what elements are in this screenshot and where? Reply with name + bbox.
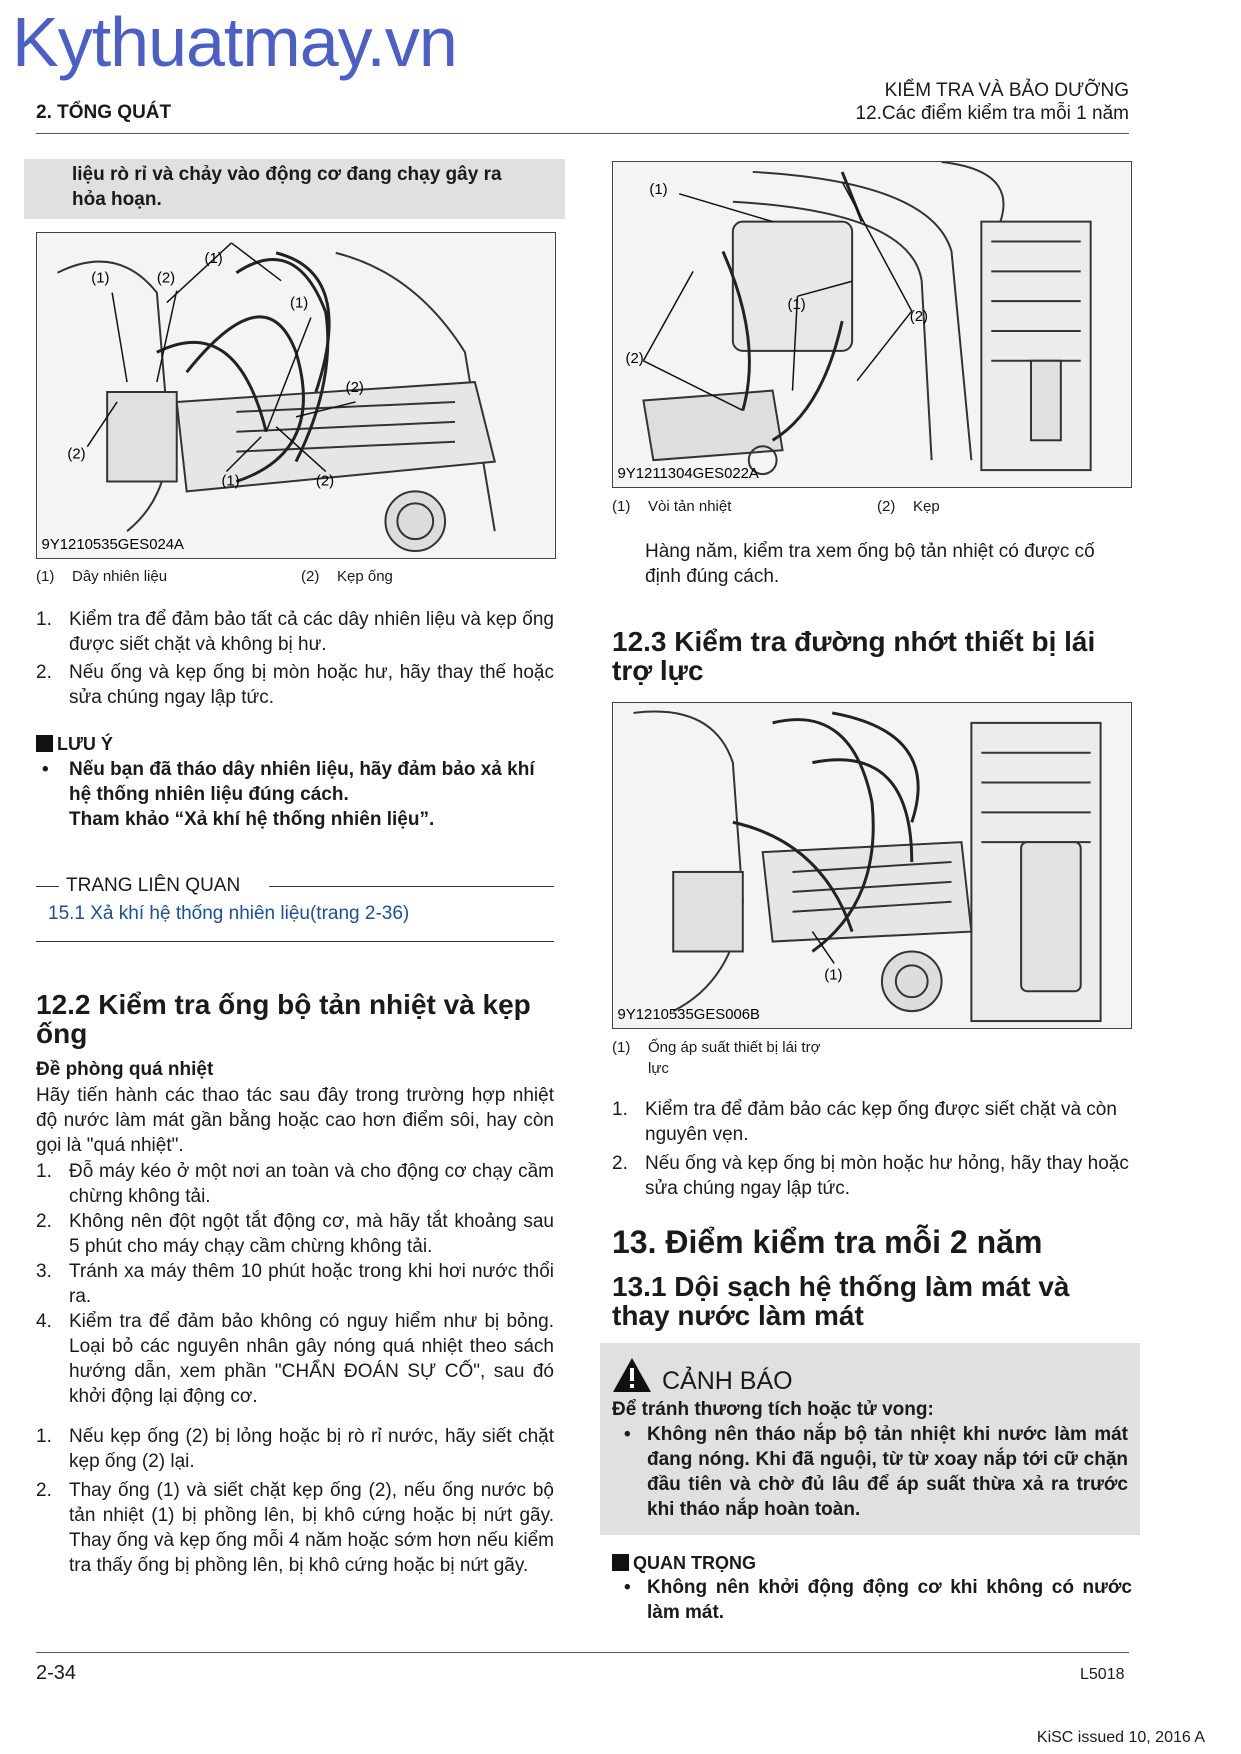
important-bullet: • [624,1577,631,1598]
overheat-step: 3. Tránh xa máy thêm 10 phút hoặc trong khi hơi nước thổi ra. [36,1261,554,1307]
steering-steps [612,1097,1132,1201]
fig1-caption-2: Kẹp ống [337,568,393,585]
fig1-callout-b: (1) [91,270,110,287]
fig1-callout-d: (1) [221,473,240,490]
related-rule-left [36,886,59,887]
section-12-2-subtitle: Đề phòng quá nhiệt [36,1059,214,1080]
overheat-step: 1. Đỗ máy kéo ở một nơi an toàn và cho động cơ chạy cầm chừng không tải. [36,1161,554,1207]
fig1-caption-1: Dây nhiên liệu [72,568,168,585]
fig1-caption-1-num: (1) [36,568,55,585]
fuel-line-figure [36,232,556,559]
fig1-callout-e: (2) [156,270,176,287]
section-13-title: 13. Điểm kiểm tra mỗi 2 năm [612,1224,1043,1260]
fig1-callout-c: (1) [290,295,309,312]
footer-rule [36,1652,1129,1653]
section-label: 2. TỔNG QUÁT [36,102,172,123]
warning-tail-line-2: hỏa hoạn. [72,189,162,210]
section-12-2-title: 12.2 Kiểm tra ống bộ tản nhiệt và kẹp ống [36,989,531,1049]
fig2-callout-d: (2) [625,350,644,367]
warning-triangle-icon [612,1357,652,1393]
fuel-line-drawing [37,233,555,558]
fig2-caption-1-num: (1) [612,498,631,515]
fig3-code: 9Y1210535GES006B [617,1007,760,1024]
note-body [36,757,554,832]
important-item [612,1575,1132,1625]
fuel-step: 1. Kiểm tra để đảm bảo tất cả các dây nhiên liệu và kẹp ống được siết chặt và không bị hư. [36,609,554,655]
related-link[interactable]: 15.1 Xả khí hệ thống nhiên liệu(trang 2-36) [48,903,410,924]
fig2-callout-c: (2) [909,309,928,326]
fig2-code: 9Y1211304GES022A [617,466,759,483]
fig1-code: 9Y1210535GES024A [41,537,184,554]
fig1-callout-h: (2) [315,473,335,490]
note-line-2: Tham khảo “Xả khí hệ thống nhiên liệu”. [69,809,435,830]
important-body [612,1575,1132,1625]
overheat-step: 4. Kiểm tra để đảm bảo không có nguy hiểm như bị bỏng. Loại bỏ các nguyên nhân gây nóng quá nhiệt theo sách hướng dẫn, xem phần "CHẨN ĐOÁN SỰ CỐ", sau đó khởi động lại động cơ. [36,1311,554,1407]
steering-step: 2. Nếu ống và kẹp ống bị mòn hoặc hư hỏng, hãy thay hoặc sửa chúng ngay lập tức. [612,1153,1129,1199]
note-bullet: • [42,759,49,780]
fig3-caption-1-num: (1) [612,1039,631,1056]
fig1-callout-f: (2) [345,380,364,397]
fuel-step: 2. Nếu ống và kẹp ống bị mòn hoặc hư, hãy thay thế hoặc sửa chúng ngay lập tức. [36,662,554,708]
related-rule-bottom [36,941,554,942]
related-title: TRANG LIÊN QUAN [66,875,241,896]
model-code: L5018 [1080,1666,1125,1683]
section-12-3-title: 12.3 Kiểm tra đường nhớt thiết bị lái trợ lực [612,626,1096,686]
hose-steps [36,1424,554,1578]
section-12-2-intro: Hãy tiến hành các thao tác sau đây trong trường hợp nhiệt độ nước làm mát gần bằng hoặc cao hơn điểm sôi, hay còn gọi là "quá nhiệt". [36,1085,554,1156]
hose-step: 2. Thay ống (1) và siết chặt kẹp ống (2), nếu ống nước bộ tản nhiệt (1) bị phồng lên, bị khô cứng hoặc bị nứt gãy. Thay ống và kẹp ống mỗi 4 năm hoặc sớm hơn nếu kiểm tra thấy ống bị phồng lên, bị khô cứng hoặc bị nứt gãy. [36,1480,554,1576]
issue-info: KiSC issued 10, 2016 A [1036,1729,1205,1746]
subchapter-title: 12.Các điểm kiểm tra mỗi 1 năm [855,103,1129,124]
fig3-callout-a: (1) [824,967,843,984]
warning-item-line [612,1422,1128,1522]
note-line-1: Nếu bạn đã tháo dây nhiên liệu, hãy đảm bảo xả khí hệ thống nhiên liệu đúng cách. [69,759,535,805]
note-title: LƯU Ý [36,732,113,757]
hose-step: 1. Nếu kẹp ống (2) bị lỏng hoặc bị rò rỉ nước, hãy siết chặt kẹp ống (2) lại. [36,1426,554,1472]
related-rule-right [269,886,554,887]
chapter-title: KIỂM TRA VÀ BẢO DƯỠNG [884,80,1129,101]
section-13-1-title: 13.1 Dội sạch hệ thống làm mát và thay nước làm mát [612,1271,1070,1331]
important-title: QUAN TRỌNG [612,1551,756,1576]
overheat-steps [36,1159,554,1409]
fig1-callout-g: (2) [67,446,86,463]
warning-subtitle: Để tránh thương tích hoặc tử vong: [612,1399,934,1420]
annual-check-text: Hàng năm, kiểm tra xem ống bộ tản nhiệt có được cố định đúng cách. [645,541,1095,587]
fig1-callout-a: (1) [204,250,223,267]
radiator-hose-figure [612,161,1132,488]
fig2-caption-2-num: (2) [877,498,896,515]
fig1-caption-2-num: (2) [301,568,320,585]
fig2-callout-a: (1) [649,181,668,198]
radiator-hose-drawing [613,162,1131,487]
fuel-steps [36,607,554,710]
chapter-heading [856,79,1130,125]
note-square-icon [36,735,53,752]
fig2-callout-b: (1) [787,297,806,314]
warning-title: CẢNH BÁO [662,1367,793,1395]
warning-bullet: • [624,1424,631,1445]
page-number: 2-34 [36,1662,77,1684]
site-watermark: Kythuatmay.vn [12,3,457,81]
steering-step: 1. Kiểm tra để đảm bảo các kẹp ống được siết chặt và còn nguyên vẹn. [612,1099,1117,1145]
power-steering-figure [612,702,1132,1029]
warning-text: Không nên tháo nắp bộ tản nhiệt khi nước làm mát đang nóng. Khi đã nguội, từ từ xoay nắp tới cữ chặn đầu tiên và chờ đủ lâu để áp suất thừa xả ra trước khi tháo nắp hoàn toàn. [647,1424,1128,1520]
overheat-step: 2. Không nên đột ngột tắt động cơ, mà hãy tắt khoảng sau 5 phút cho máy chạy cầm chừng không tải. [36,1211,554,1257]
warning-tail-line-1: liệu rò rỉ và chảy vào động cơ đang chạy gây ra [72,164,502,185]
fig2-caption-2: Kẹp [913,498,940,515]
important-text: Không nên khởi động động cơ khi không có nước làm mát. [647,1577,1132,1623]
important-square-icon [612,1554,629,1571]
danger-warning-box [600,1343,1140,1535]
warning-item [612,1422,1128,1522]
warning-tail-box [24,159,565,219]
power-steering-drawing [613,703,1131,1028]
fig2-caption-1: Vòi tản nhiệt [648,498,732,515]
note-item [36,757,554,832]
header-rule [36,133,1129,134]
fig3-caption-1: Ống áp suất thiết bị lái trợ lực [648,1039,821,1077]
